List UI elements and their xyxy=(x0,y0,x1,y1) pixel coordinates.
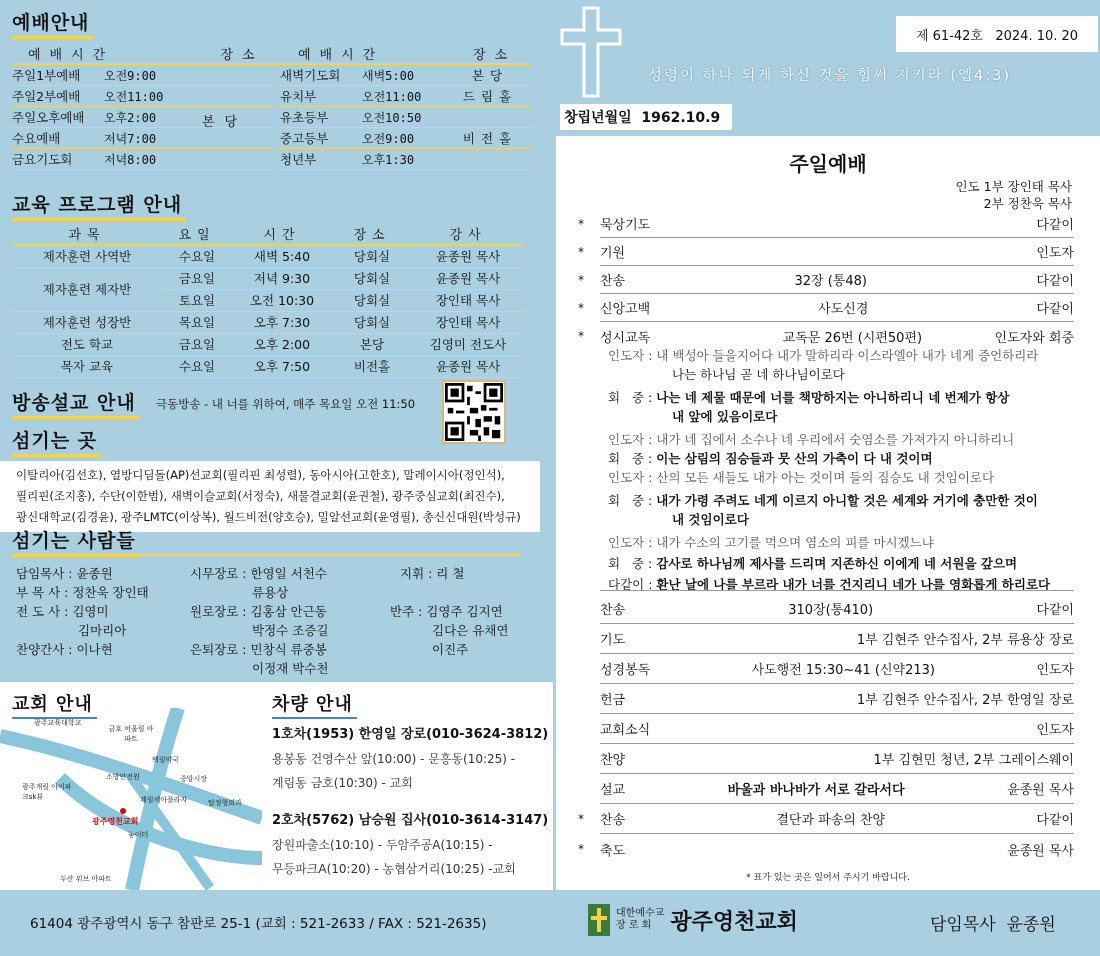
worship-row: 수요예배 저녁7:00 xyxy=(12,128,274,149)
map-label: 두산 위브 아파트 xyxy=(60,875,112,883)
people-col-2: 시무장로 : 한영일 서천수 류용상 원로장로 : 김홍삼 안근동 박정수 조증길 은퇴장로 : 민창식 류중봉 이정재 박수천 xyxy=(190,566,329,676)
map-title: 교회 안내 xyxy=(12,690,97,719)
worship-info-section xyxy=(12,8,532,170)
logo-cross-icon xyxy=(588,904,610,936)
edu-section xyxy=(12,190,524,378)
worship-row: 주일1부예배 오전9:00 xyxy=(12,65,274,86)
car1-route: 용봉동 건영수산 앞(10:00) - 문흥동(10:25) - xyxy=(272,752,516,766)
edu-title: 교육 프로그램 안내 xyxy=(12,190,186,221)
responsive-reading xyxy=(608,346,1078,594)
reading-line: 회 중 : 내가 가령 주려도 네게 이르지 아니할 것은 세계와 거기에 충만한 것이 xyxy=(608,493,1038,508)
worship-row: 유초등부 오전10:50 xyxy=(280,107,532,128)
issue-number: 제 61-42호 2024. 10. 20 xyxy=(896,16,1098,52)
stand-note: * 표가 있는 곳은 일어서 주시기 바랍니다. xyxy=(746,873,910,883)
map-label: 중앙시장 xyxy=(180,775,208,783)
worship-left-place: 본당 xyxy=(202,115,248,130)
order-item: 기도 1부 김현주 안수집사, 2부 류용상 장로 xyxy=(600,624,1074,654)
header-time-2: 예배시간 xyxy=(298,47,385,63)
footer-address: 61404 광주광역시 동구 참판로 25-1 (교회 : 521-2633 / FAX : 521-2635) xyxy=(30,916,487,932)
map-label: 광주교육대학교 xyxy=(34,719,82,727)
edu-header-row: 과목 요일 시간 장소 강사 xyxy=(12,223,524,245)
order-top xyxy=(578,210,1074,350)
broadcast-text: 극동방송 - 내 너를 위하여, 매주 목요일 오전 11:50 xyxy=(156,397,416,411)
map-vehicle-block xyxy=(0,682,553,890)
reading-line: 인도자 : 내가 수소의 고기를 먹으며 염소의 피를 마시겠느냐 xyxy=(608,535,934,550)
map-label: 금호 어울림 아파트 xyxy=(108,725,154,743)
worship-row: 주일오후예배 오후2:00 xyxy=(12,107,274,128)
worship-info-title: 예배안내 xyxy=(12,8,93,39)
worship-row: 주일2부예배 오전11:00 xyxy=(12,86,274,107)
missions-list xyxy=(0,461,540,532)
map-label-church: 광주영천교회 xyxy=(92,817,139,826)
map-label: 백림약국 xyxy=(152,756,180,764)
order-item: * 성시교독 교독문 26번 (시편50편) 인도자와 회중 xyxy=(578,329,1074,346)
broadcast-title: 방송설교 안내 xyxy=(12,388,140,419)
map-label: 놓이터 xyxy=(128,831,149,839)
car1-driver: 1호차(1953) 한영일 장로(010-3624-3812) xyxy=(272,727,549,742)
reading-line: 다같이 : 환난 날에 나를 부르라 내가 너를 건지리니 네가 나를 영화롭게 하리로다 xyxy=(608,577,1051,592)
header-time-1: 예배시간 xyxy=(28,47,115,63)
table-row: 제자훈련 성장반 목요일 오후 7:30 당회실 장인태 목사 xyxy=(12,311,524,333)
church-logo xyxy=(588,904,798,936)
vehicle-title: 차량 안내 xyxy=(272,690,357,719)
table-row: 토요일 오전 10:30 당회실 장인태 목사 xyxy=(12,289,524,311)
table-row: 제자훈련 제자반 금요일 저녁 9:30 당회실 윤종원 목사 xyxy=(12,267,524,289)
order-item: * 묵상기도 다같이 xyxy=(600,210,1074,238)
people-col-3: 지휘 : 리 철 반주 : 김영주 김지연 김다은 유채연 이진주 xyxy=(390,566,509,657)
worship-info-header xyxy=(12,43,532,65)
footer xyxy=(0,890,1100,956)
missions-section xyxy=(0,426,540,532)
map-label: 광주개림 아이파크sk뷰 xyxy=(22,783,72,801)
mission-line: 광신대학교(김경윤), 광주LMTC(이상복), 월드비전(양호승), 밀알선교회(윤영필), 총신신대원(박성규) xyxy=(16,510,521,524)
order-item: * 찬송 32장 (통48) 다같이 xyxy=(600,266,1074,294)
worship-row: 청년부 오후1:30 xyxy=(280,149,532,170)
motto: 성령이 하나 되게 하신 것을 힘써 지키라 (엡4:3) xyxy=(648,68,1012,84)
order-item: * 기원 인도자 xyxy=(600,238,1074,266)
service-title: 주일예배 xyxy=(789,152,867,176)
reading-line: 회 중 : 감사로 하나님께 제사를 드리며 지존하신 이에게 네 서원을 갚으며 xyxy=(608,556,1018,571)
edu-table xyxy=(12,223,524,378)
worship-row: 중고등부 오전9:00 비전홀 xyxy=(280,128,532,149)
car2-driver: 2호차(5762) 남승원 집사(010-3614-3147) xyxy=(272,813,549,828)
order-item: * 축도 윤종원 목사 xyxy=(578,842,1074,859)
car2-route: 무등파크A(10:20) - 농협삼거리(10:25) -교회 xyxy=(272,862,516,876)
header-place-1: 장소 xyxy=(220,47,264,63)
header-place-2: 장소 xyxy=(472,47,517,63)
reading-line-cont: 나는 하나님 곧 네 하나님이로다 xyxy=(672,367,845,382)
reading-line: 인도자 : 내 백성아 들을지어다 내가 말하리라 이스라엘아 내가 네게 증언하리라 xyxy=(608,348,1039,363)
map-label: 소방안전원 xyxy=(106,773,140,781)
church-name: 광주영천교회 xyxy=(670,909,798,935)
table-row: 제자훈련 사역반 수요일 새벽 5:40 당회실 윤종원 목사 xyxy=(12,245,524,267)
worship-row: 유치부 오전11:00 드림홀 xyxy=(280,86,532,107)
cross-icon xyxy=(560,6,622,98)
denomination: 대한예수교 xyxy=(616,908,665,919)
service-panel xyxy=(556,136,1100,890)
reading-line: 회 중 : 이는 삼림의 짐승들과 뭇 산의 가축이 다 내 것이며 xyxy=(608,451,933,466)
worship-right-list xyxy=(280,65,532,170)
church-marker-icon xyxy=(120,808,126,814)
map-road-label: 우림아파트 xyxy=(221,826,256,848)
order-item: 찬양 1부 김현민 청년, 2부 그레이스웨이 xyxy=(600,744,1074,774)
order-item: 성경봉독 사도행전 15:30~41 (신약213) 인도자 xyxy=(600,654,1074,684)
map-label: 계림세아플라자 xyxy=(140,796,188,804)
order-item: * 찬송 결단과 파송의 찬양 다같이 xyxy=(600,804,1074,834)
vehicle-section xyxy=(272,690,550,881)
worship-row: 새벽기도회 새벽5:00 본당 xyxy=(280,65,532,86)
car2-route: 장원파출소(10:10) - 두암주공A(10:15) - xyxy=(272,838,493,852)
mission-line: 필리핀(조지홍), 수단(이한범), 새벽이슬교회(서정숙), 새물결교회(윤권철), 광주중심교회(최진수), xyxy=(16,489,505,503)
service-leader: 인도 1부 장인태 목사 2부 정찬욱 목사 xyxy=(955,179,1072,211)
reading-line: 인도자 : 내가 네 집에서 소수나 네 우리에서 숫염소를 가져가지 아니하리니 xyxy=(608,432,1015,447)
order-item: 헌금 1부 김현주 안수집사, 2부 한영일 장로 xyxy=(600,684,1074,714)
reading-line: 인도자 : 산의 모든 새들도 내가 아는 것이며 들의 짐승도 내 것임이로다 xyxy=(608,470,995,485)
order-item: 교회소식 인도자 xyxy=(600,714,1074,744)
missions-title: 섬기는 곳 xyxy=(12,426,101,457)
reading-line: 회 중 : 나는 네 제물 때문에 너를 책망하지는 아니하리니 네 번제가 항상 xyxy=(608,390,1010,405)
people-title: 섬기는 사람들 xyxy=(12,526,140,557)
order-item: 찬송 310장(통410) 다같이 xyxy=(600,594,1074,624)
denomination: 장 로 회 xyxy=(616,920,652,931)
reading-line-cont: 내 앞에 있음이로다 xyxy=(672,409,778,424)
table-row: 목자 교육 수요일 오후 7:50 비전홀 윤종원 목사 xyxy=(12,355,524,377)
car1-route: 계림동 금호(10:30) - 교회 xyxy=(272,776,413,790)
people-section xyxy=(12,526,532,676)
people-col-1: 담임목사 : 윤종원 부 목 사 : 정찬욱 장인태 전 도 사 : 김영미 김마리아 찬양간사 : 이나현 xyxy=(16,566,149,657)
mission-line: 이탈리아(김선호), 열방디딤돌(AP)선교회(필리핀 최성렬), 동아시아(고한호), 말레이시아(정인석), xyxy=(16,468,505,482)
worship-row: 금요기도회 저녁8:00 xyxy=(12,149,274,170)
map-label: 탑정형외과 xyxy=(208,799,242,807)
order-bottom xyxy=(578,594,1074,864)
table-row: 전도 학교 금요일 오후 2:00 본당 김영미 전도사 xyxy=(12,333,524,355)
map-road-label: 경양로 xyxy=(141,732,160,754)
order-item: 설교 바울과 바나바가 서로 갈라서다 윤종원 목사 xyxy=(600,774,1074,804)
pastor-name: 담임목사 윤종원 xyxy=(930,915,1056,935)
worship-left-list xyxy=(12,65,274,170)
reading-line-cont: 내 것임이로다 xyxy=(672,512,749,527)
founded-date: 창립년월일 1962.10.9 xyxy=(560,104,732,130)
order-item: * 신앙고백 사도신경 다같이 xyxy=(600,294,1074,322)
